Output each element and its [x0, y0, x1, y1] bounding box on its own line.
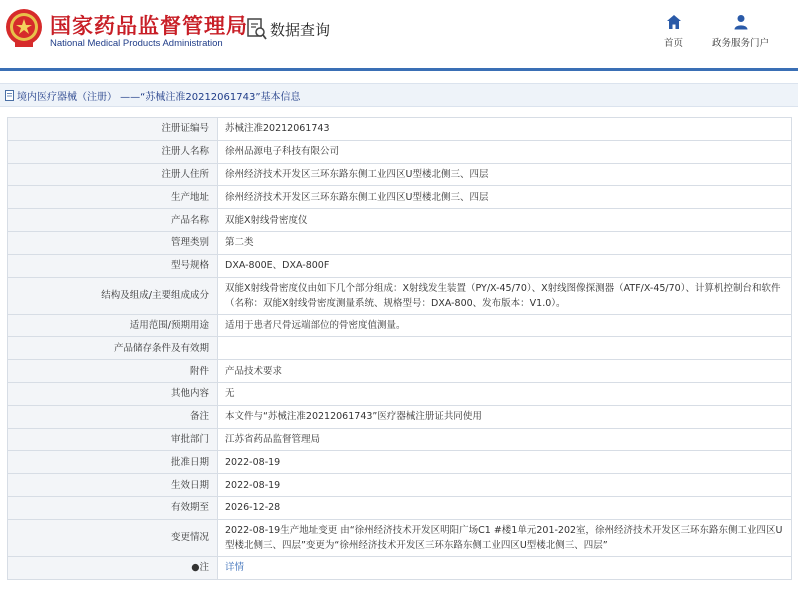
table-row — [8, 209, 792, 232]
row-label: 注册证编号 — [8, 118, 218, 141]
detail-table — [7, 117, 792, 580]
row-label: 其他内容 — [8, 382, 218, 405]
table-row — [8, 314, 792, 337]
site-title[interactable]: 国家药品监督管理局 — [50, 14, 248, 38]
row-value: 产品技术要求 — [218, 360, 792, 383]
row-value: 徐州经济技术开发区三环东路东侧工业四区U型楼北侧三、四层 — [218, 186, 792, 209]
nav-home[interactable] — [664, 14, 683, 49]
table-row — [8, 118, 792, 141]
row-value: 2022-08-19 — [218, 474, 792, 497]
table-row — [8, 428, 792, 451]
table-row — [8, 140, 792, 163]
document-icon — [5, 90, 15, 101]
row-value: 2022-08-19 — [218, 451, 792, 474]
breadcrumb-text: 境内医疗器械（注册） ——“苏械注准20212061743”基本信息 — [17, 91, 301, 103]
nav-service-portal[interactable] — [712, 14, 769, 49]
row-label: ●注 — [8, 556, 218, 579]
table-row — [8, 405, 792, 428]
row-label: 生效日期 — [8, 474, 218, 497]
table-row — [8, 519, 792, 556]
row-value: 双能X射线骨密度仪 — [218, 209, 792, 232]
row-label: 注册人住所 — [8, 163, 218, 186]
row-label: 生产地址 — [8, 186, 218, 209]
row-label: 管理类别 — [8, 231, 218, 254]
row-label: 注册人名称 — [8, 140, 218, 163]
row-value: 2026-12-28 — [218, 496, 792, 519]
row-value: 双能X射线骨密度仪由如下几个部分组成：X射线发生装置（PY/X-45/70）、X射线图像探测器（ATF/X-45/70）、计算机控制台和软件（名称：双能X射线骨密度测量系统、规格型号：DXA-800、发布版本：V1.0）。 — [218, 277, 792, 314]
home-icon — [666, 14, 682, 30]
row-label: 变更情况 — [8, 519, 218, 556]
table-row — [8, 382, 792, 405]
table-row — [8, 231, 792, 254]
row-value: 2022-08-19生产地址变更 由“徐州经济技术开发区明阳广场C1 #楼1单元201-202室，徐州经济技术开发区三环东路东侧工业四区U型楼北侧三、四层”变更为“徐州经济技术开发区三环东路东侧工业四区U型楼北侧三、四层” — [218, 519, 792, 556]
row-label: 结构及组成/主要组成成分 — [8, 277, 218, 314]
breadcrumb — [0, 83, 798, 107]
document-search-icon — [247, 18, 267, 40]
data-query-section[interactable] — [247, 18, 330, 40]
table-row — [8, 254, 792, 277]
row-label: 批准日期 — [8, 451, 218, 474]
table-row — [8, 360, 792, 383]
row-label: 型号规格 — [8, 254, 218, 277]
row-label: 附件 — [8, 360, 218, 383]
row-value: 徐州品源电子科技有限公司 — [218, 140, 792, 163]
national-emblem-icon — [5, 8, 43, 48]
table-row — [8, 451, 792, 474]
row-label: 产品名称 — [8, 209, 218, 232]
row-value: DXA-800E、DXA-800F — [218, 254, 792, 277]
detail-table-wrap — [7, 117, 792, 580]
table-row — [8, 163, 792, 186]
table-row — [8, 277, 792, 314]
row-value — [218, 556, 792, 579]
row-value — [218, 337, 792, 360]
row-value: 适用于患者尺骨远端部位的骨密度值测量。 — [218, 314, 792, 337]
nav-portal-label: 政务服务门户 — [712, 38, 770, 49]
row-value: 徐州经济技术开发区三环东路东侧工业四区U型楼北侧三、四层 — [218, 163, 792, 186]
row-label: 适用范围/预期用途 — [8, 314, 218, 337]
row-label: 有效期至 — [8, 496, 218, 519]
row-value: 第二类 — [218, 231, 792, 254]
site-subtitle: National Medical Products Administration — [50, 38, 223, 49]
table-row — [8, 337, 792, 360]
user-icon — [733, 14, 749, 30]
site-header — [0, 0, 798, 66]
data-query-label: 数据查询 — [270, 20, 331, 39]
row-label: 备注 — [8, 405, 218, 428]
details-link[interactable]: 详情 — [225, 562, 245, 574]
table-row — [8, 556, 792, 579]
table-row — [8, 186, 792, 209]
table-row — [8, 496, 792, 519]
row-value: 苏械注准20212061743 — [218, 118, 792, 141]
row-label: 审批部门 — [8, 428, 218, 451]
row-label: 产品储存条件及有效期 — [8, 337, 218, 360]
row-value: 无 — [218, 382, 792, 405]
nav-home-label: 首页 — [664, 38, 684, 49]
row-value: 江苏省药品监督管理局 — [218, 428, 792, 451]
header-divider — [0, 68, 798, 71]
table-row — [8, 474, 792, 497]
row-value: 本文件与“苏械注准20212061743”医疗器械注册证共同使用 — [218, 405, 792, 428]
